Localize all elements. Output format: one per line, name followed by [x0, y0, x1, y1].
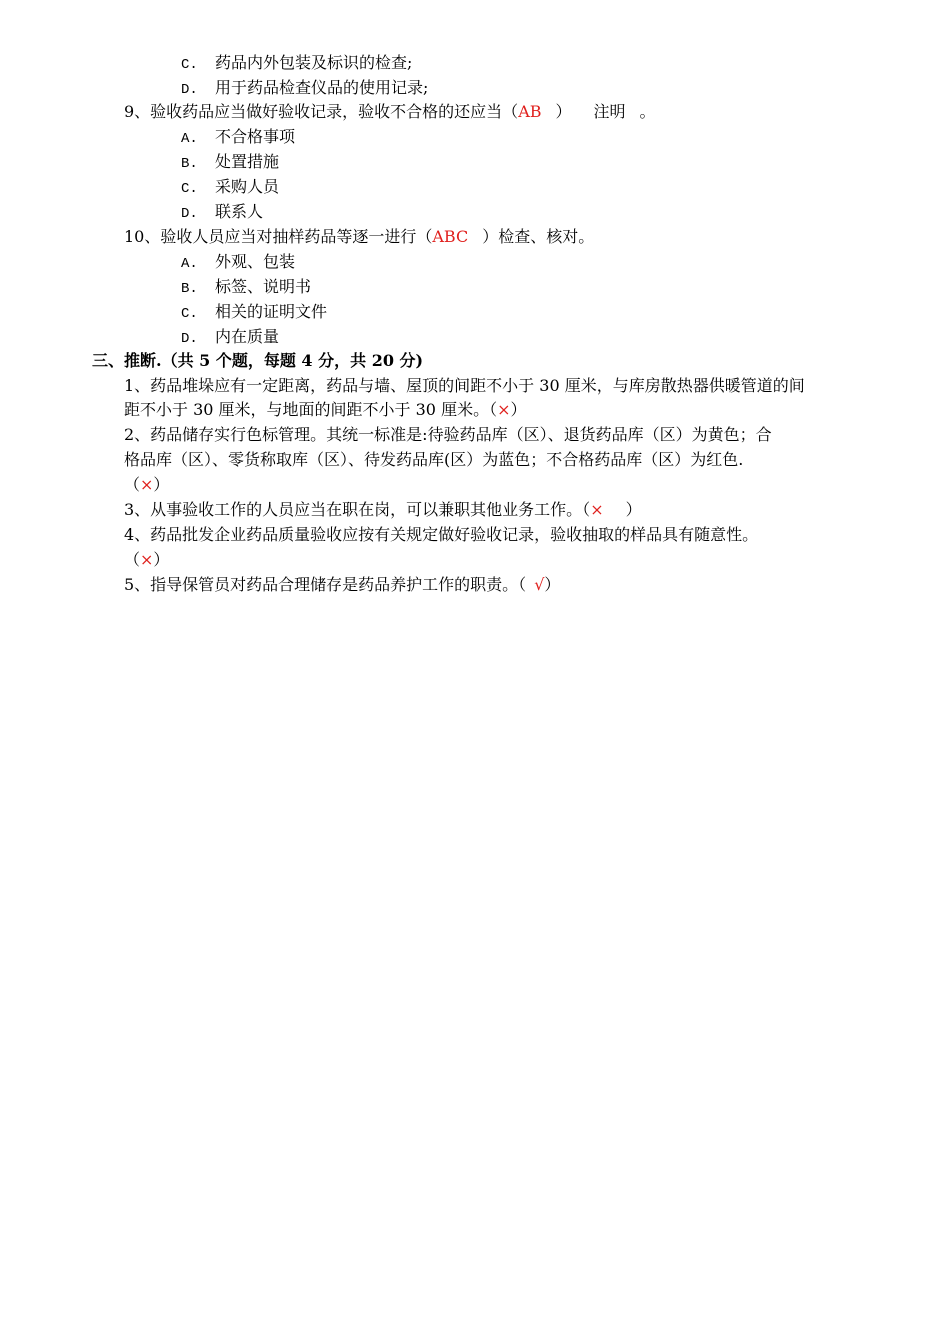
- option-row: [181, 325, 279, 349]
- option-row: [181, 300, 327, 324]
- option-text: 标签、说明书: [215, 277, 312, 296]
- judgment-text: 3、从事验收工作的人员应当在职在岗，可以兼职其他业务工作。（: [124, 500, 591, 519]
- section-heading: 三、推断.（共 5 个题，每题 4 分，共 20 分): [92, 351, 424, 370]
- question-end: 。: [639, 102, 656, 121]
- option-letter: A.: [181, 256, 198, 272]
- question-text: 9、验收药品应当做好验收记录，验收不合格的还应当（: [124, 102, 519, 121]
- question-tail: 注明: [593, 102, 626, 121]
- answer-mark: √: [534, 575, 545, 594]
- judgment-item-line: [124, 498, 642, 522]
- option-letter: A.: [181, 131, 198, 147]
- option-text: 外观、包装: [215, 252, 296, 271]
- answer-text: ABC: [432, 227, 469, 246]
- option-letter: C.: [181, 181, 198, 197]
- option-row: [181, 250, 295, 274]
- answer-mark: ×: [140, 550, 154, 569]
- answer-mark: ×: [497, 400, 511, 419]
- option-letter: D.: [181, 82, 198, 98]
- judgment-text: 距不小于 30 厘米，与地面的间距不小于 30 厘米。（: [124, 400, 498, 419]
- bracket-open: （: [124, 475, 141, 494]
- option-row: [181, 175, 279, 199]
- option-row: [181, 275, 311, 299]
- judgment-item-line: 1、药品堆垛应有一定距离，药品与墙、屋顶的间距不小于 30 厘米，与库房散热器供暖管道的间: [124, 376, 805, 395]
- option-text: 相关的证明文件: [215, 302, 328, 321]
- option-row: [181, 51, 412, 75]
- option-letter: D.: [181, 331, 198, 347]
- bracket-open: （: [124, 550, 141, 569]
- answer-mark: ×: [590, 500, 604, 519]
- option-text: 采购人员: [215, 177, 280, 196]
- answer-mark: ×: [140, 475, 154, 494]
- option-letter: D.: [181, 206, 198, 222]
- bracket-close: ）: [153, 475, 170, 494]
- question-suffix: ）检查、核对。: [482, 227, 595, 246]
- question-bracket-close: ）: [555, 102, 572, 121]
- option-text: 联系人: [215, 202, 264, 221]
- option-row: [181, 76, 428, 100]
- option-row: [181, 125, 295, 149]
- judgment-item-line: 2、药品储存实行色标管理。其统一标准是:待验药品库（区）、退货药品库（区）为黄色；合: [124, 425, 772, 444]
- judgment-item-line: 格品库（区）、零货称取库（区）、待发药品库(区）为蓝色；不合格药品库（区）为红色.: [124, 450, 744, 469]
- option-letter: B.: [181, 156, 198, 172]
- option-letter: C.: [181, 57, 198, 73]
- option-text: 用于药品检查仪品的使用记录;: [215, 78, 429, 97]
- option-letter: C.: [181, 306, 198, 322]
- judgment-item-line: [124, 573, 560, 597]
- option-text: 内在质量: [215, 327, 280, 346]
- bracket-close: ）: [544, 575, 561, 594]
- bracket-close: ）: [153, 550, 170, 569]
- option-row: [181, 150, 279, 174]
- option-row: [181, 200, 263, 224]
- option-text: 药品内外包装及标识的检查;: [215, 53, 413, 72]
- judgment-item-line: [124, 398, 527, 422]
- question-10: [124, 225, 594, 249]
- question-9: [124, 100, 656, 124]
- judgment-text: 5、指导保管员对药品合理储存是药品养护工作的职责。（: [124, 575, 527, 594]
- option-text: 不合格事项: [215, 127, 296, 146]
- option-letter: B.: [181, 281, 198, 297]
- option-text: 处置措施: [215, 152, 280, 171]
- bracket-close: ）: [510, 400, 527, 419]
- judgment-answer-line: [124, 473, 169, 497]
- answer-text: AB: [518, 102, 542, 121]
- judgment-item-line: 4、药品批发企业药品质量验收应按有关规定做好验收记录，验收抽取的样品具有随意性。: [124, 525, 759, 544]
- question-text: 10、验收人员应当对抽样药品等逐一进行（: [124, 227, 433, 246]
- judgment-answer-line: [124, 548, 169, 572]
- bracket-close: ）: [625, 500, 642, 519]
